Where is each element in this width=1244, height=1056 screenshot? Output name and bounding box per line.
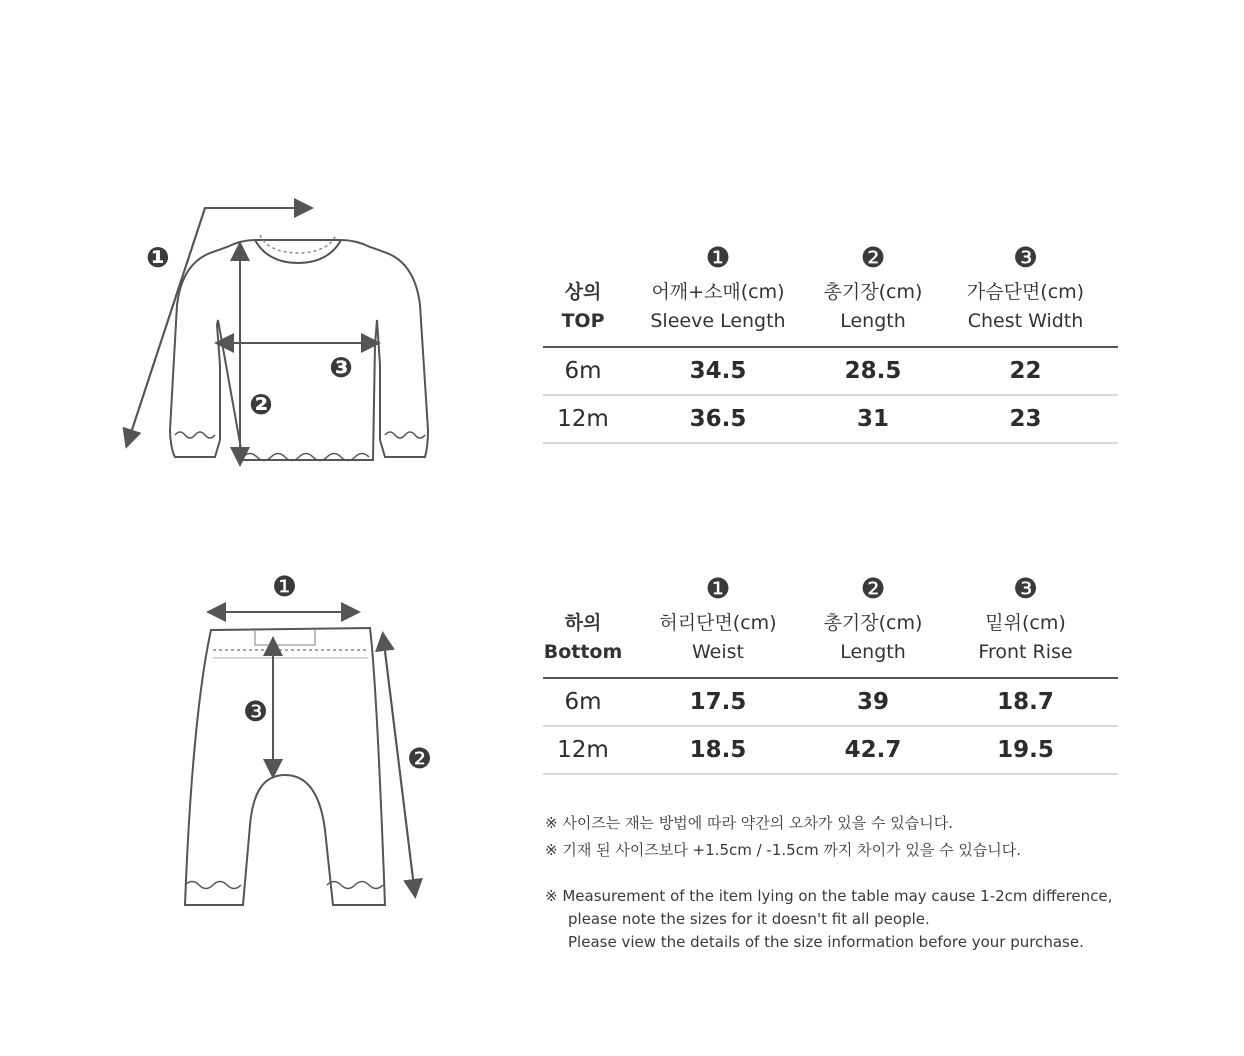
top-garment-diagram [115,195,455,485]
top-col-header-sleeve: 어깨+소매(cm) Sleeve Length [623,278,813,347]
table-cell: 18.5 [623,726,813,774]
table-row [543,678,1118,726]
bottom-col-header-length: 총기장(cm) Length [813,609,933,678]
table-cell: 36.5 [623,395,813,443]
top-diagram-label-1: ❶ [146,241,170,274]
top-diagram-label-3: ❸ [329,351,353,384]
table-cell: 31 [813,395,933,443]
top-col-header-chest: 가슴단면(cm) Chest Width [933,278,1118,347]
bottom-col-badge-2: ❷ [860,572,886,605]
note-line: ※ Measurement of the item lying on the table may cause 1-2cm difference, [545,887,1113,905]
note-line: ※ 사이즈는 재는 방법에 따라 약간의 오차가 있을 수 있습니다. [545,814,954,832]
note-line: ※ 기재 된 사이즈보다 +1.5cm / -1.5cm 까지 차이가 있을 수 있습니다. [545,841,1022,859]
size-label: 12m [543,726,623,774]
size-label: 12m [543,395,623,443]
table-cell: 19.5 [933,726,1118,774]
top-col-badge-1: ❶ [705,241,731,274]
top-section-header: 상의 TOP [543,278,623,347]
table-row [543,726,1118,774]
bottom-diagram-label-1: ❶ [272,570,298,603]
bottom-diagram-label-2: ❷ [407,742,433,775]
top-col-badge-2: ❷ [860,241,886,274]
bottom-col-badge-3: ❸ [1012,572,1039,605]
table-cell: 17.5 [623,678,813,726]
bottom-diagram-label-3: ❸ [243,695,269,728]
korean-notes [545,810,1021,864]
table-row [543,347,1118,395]
table-cell: 28.5 [813,347,933,395]
table-cell: 18.7 [933,678,1118,726]
pants-outline [185,628,385,905]
table-row [543,395,1118,443]
english-notes [545,885,1112,954]
table-cell: 34.5 [623,347,813,395]
table-cell: 23 [933,395,1118,443]
note-line: please note the sizes for it doesn't fit all people. [568,910,930,928]
note-line: Please view the details of the size information before your purchase. [568,933,1084,951]
top-size-table [543,232,1118,444]
bottom-col-badge-1: ❶ [705,572,731,605]
top-shirt-outline [170,240,428,460]
bottom-section-header: 하의 Bottom [543,609,623,678]
table-cell: 42.7 [813,726,933,774]
bottom-pants-diagram [175,570,455,920]
bottom-col-header-rise: 밑위(cm) Front Rise [933,609,1118,678]
table-cell: 39 [813,678,933,726]
bottom-size-table [543,563,1118,775]
size-label: 6m [543,347,623,395]
bottom-col-header-waist: 허리단면(cm) Weist [623,609,813,678]
top-diagram-label-2: ❷ [249,388,273,421]
size-label: 6m [543,678,623,726]
table-cell: 22 [933,347,1118,395]
top-col-header-length: 총기장(cm) Length [813,278,933,347]
top-col-badge-3: ❸ [1012,241,1039,274]
